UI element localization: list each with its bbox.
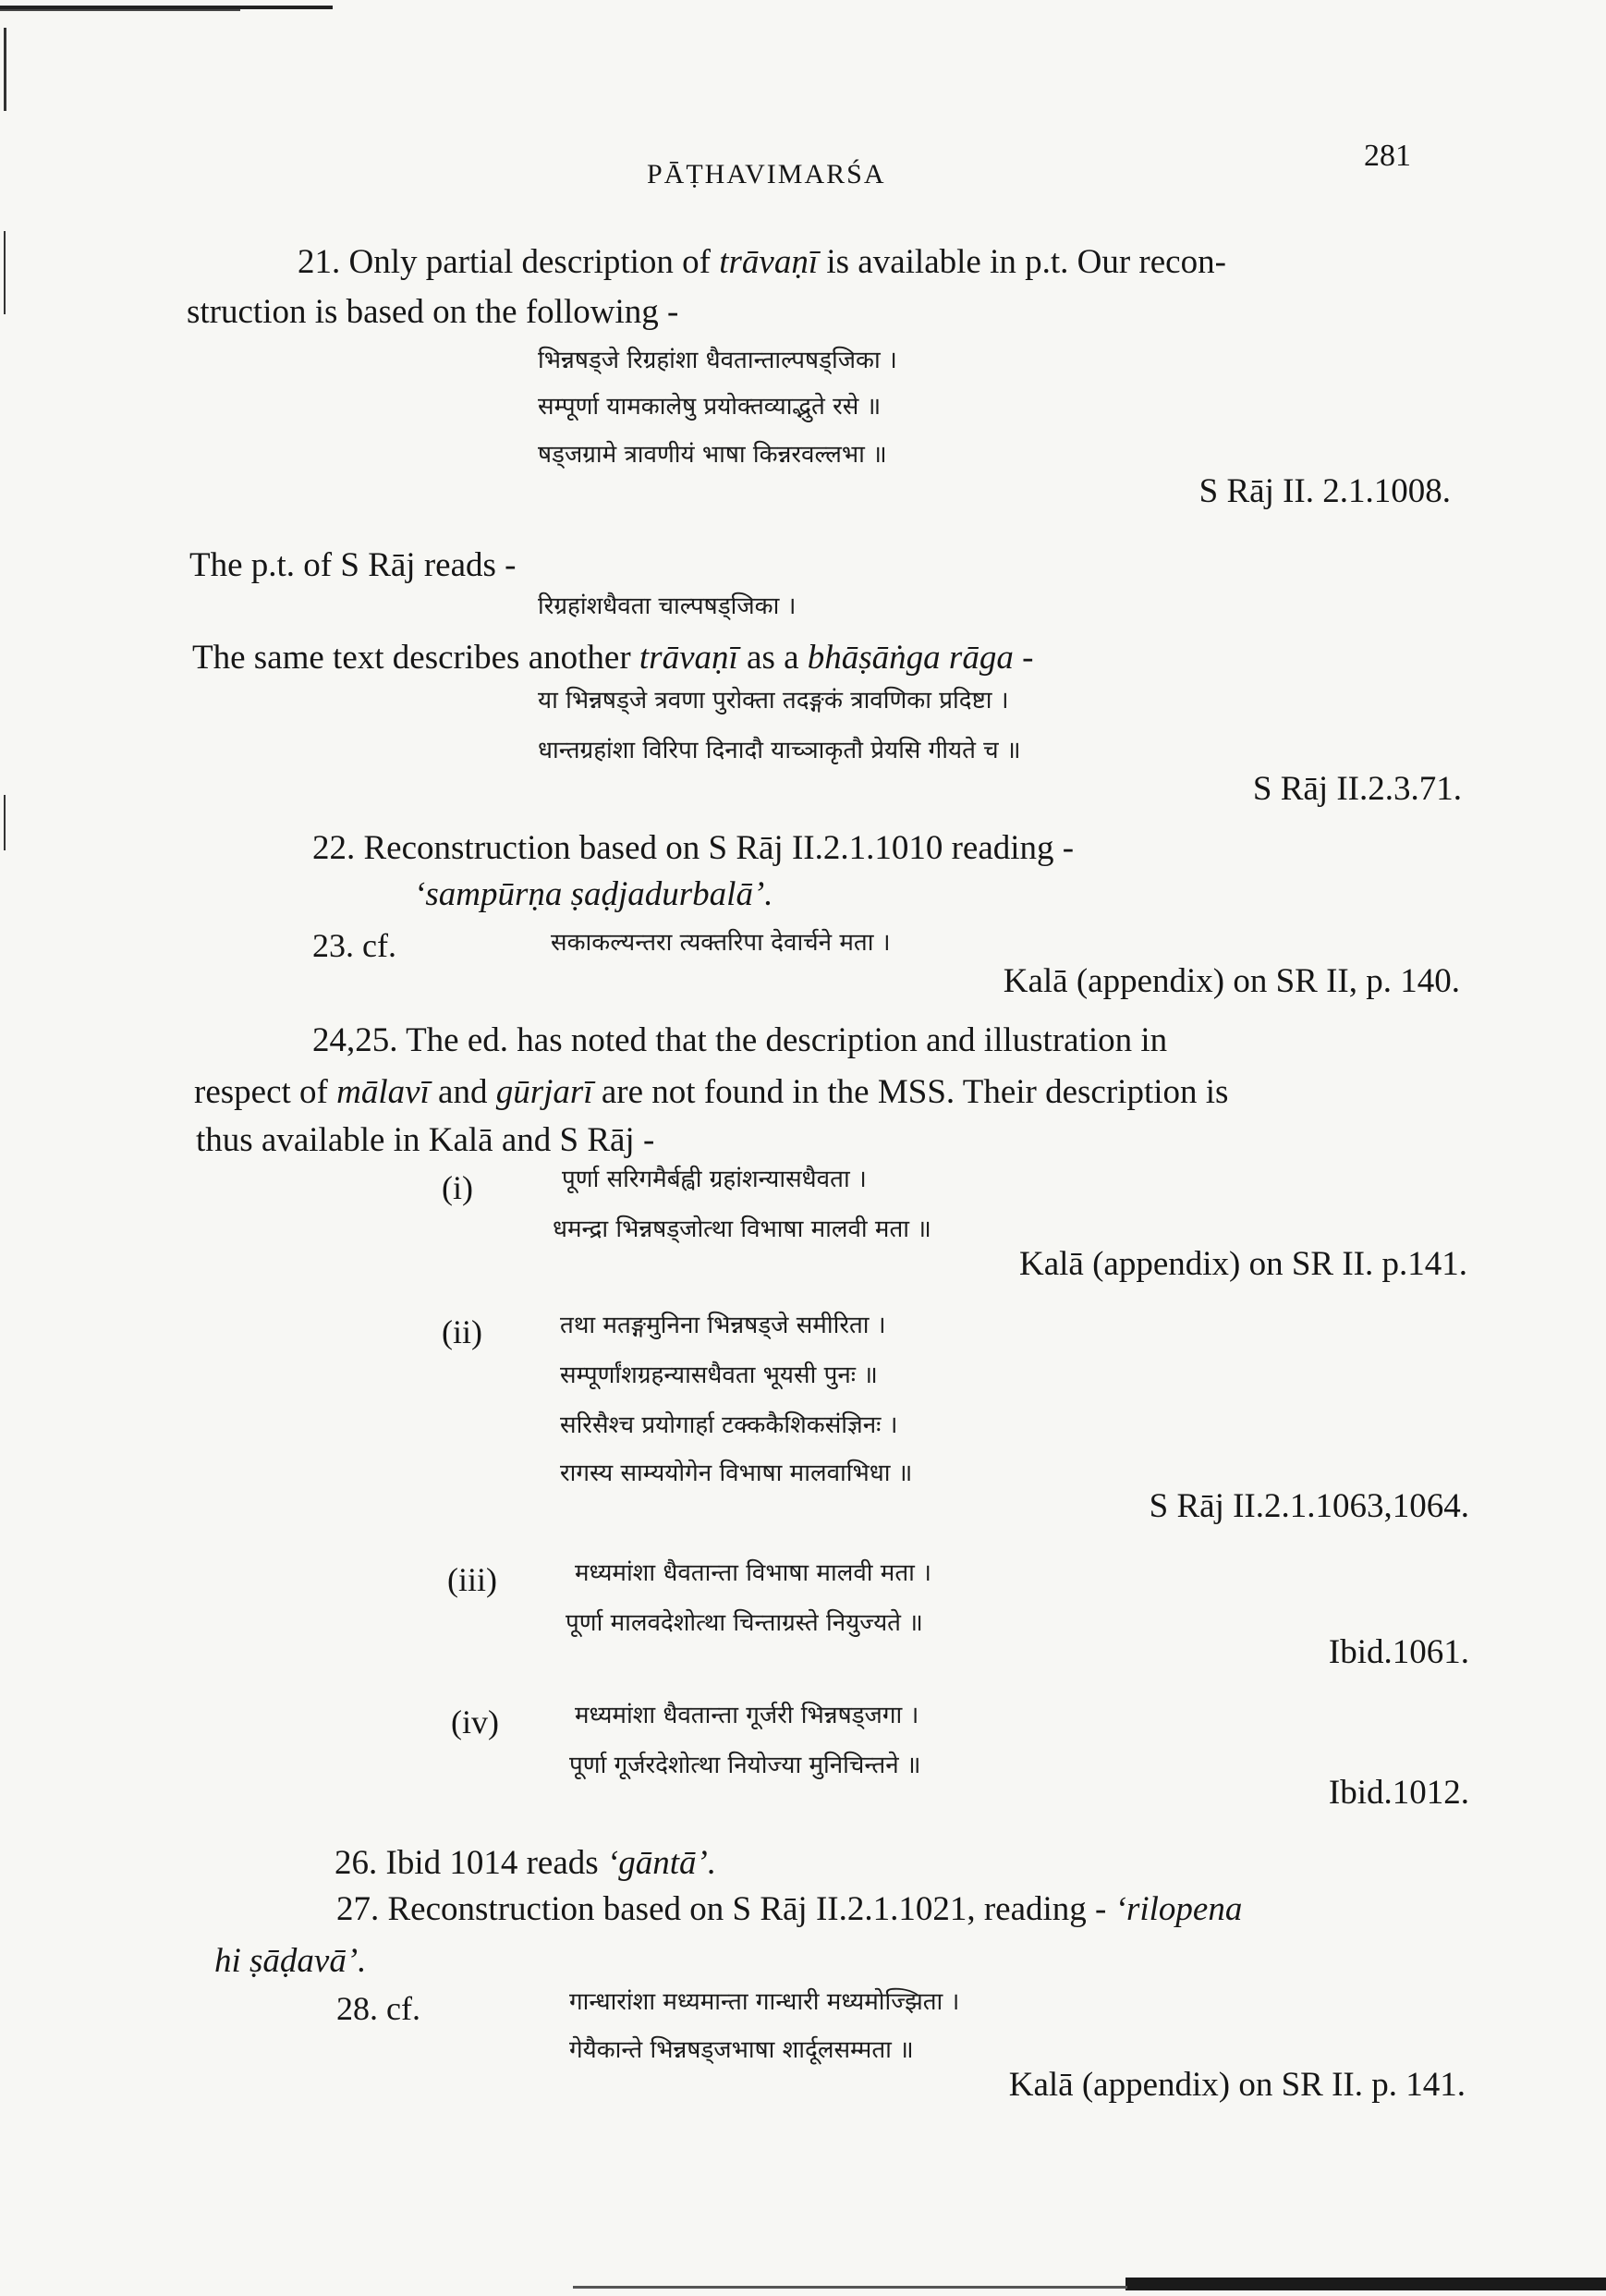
note-22-line-2: ‘sampūrṇa ṣaḍjadurbalā’. xyxy=(414,875,773,913)
sanskrit-verse: धान्तग्रहांशा विरिपा दिनादौ याच्ञाकृतौ प्रेयसि गीयते च ॥ xyxy=(538,737,1021,764)
scan-edge-left xyxy=(4,231,6,314)
note-26: 26. Ibid 1014 reads ‘gāntā’. xyxy=(335,1844,717,1882)
item-i-label: (i) xyxy=(442,1169,473,1206)
note-22-line-1: 22. Reconstruction based on S Rāj II.2.1.1010 reading - xyxy=(312,829,1075,867)
note-21-same-text: The same text describes another trāvaṇī as a bhāṣāṅga rāga - xyxy=(192,639,1034,677)
sanskrit-verse: पूर्णा मालवदेशोत्था चिन्ताग्रस्ते नियुज्यते ॥ xyxy=(566,1609,923,1637)
sanskrit-verse: रिग्रहांशधैवता चाल्पषड्जिका । xyxy=(538,592,797,620)
citation: Ibid.1061. xyxy=(1328,1633,1469,1671)
citation: Ibid.1012. xyxy=(1328,1774,1469,1812)
scan-edge-bottom xyxy=(0,2272,1606,2296)
scan-edge-left xyxy=(4,28,6,111)
note-21-line-1: 21. Only partial description of trāvaṇī is available in p.t. Our recon- xyxy=(298,243,1226,281)
sanskrit-verse: रागस्य साम्ययोगेन विभाषा मालवाभिधा ॥ xyxy=(560,1459,913,1487)
page-number: 281 xyxy=(1364,139,1411,173)
note-27-line-2: hi ṣāḍavā’. xyxy=(214,1942,367,1980)
sanskrit-verse: सम्पूर्णा यामकालेषु प्रयोक्तव्याद्भुते रसे ॥ xyxy=(538,393,882,421)
citation: Kalā (appendix) on SR II. p. 141. xyxy=(1008,2066,1466,2104)
sanskrit-verse: सम्पूर्णांशग्रहन्यासधैवता भूयसी पुनः ॥ xyxy=(560,1362,878,1389)
note-24-25-line-1: 24,25. The ed. has noted that the description and illustration in xyxy=(312,1021,1168,1059)
sanskrit-verse: गान्धारांशा मध्यमान्ता गान्धारी मध्यमोज्झिता । xyxy=(569,1988,960,2016)
note-21-pt-line: The p.t. of S Rāj reads - xyxy=(189,546,517,584)
item-iv-label: (iv) xyxy=(451,1704,499,1740)
citation: S Rāj II.2.3.71. xyxy=(1252,770,1462,808)
scan-edge-top-thin xyxy=(0,9,240,11)
sanskrit-verse: सकाकल्यन्तरा त्यक्तरिपा देवार्चने मता । xyxy=(551,929,891,957)
note-24-25-line-2: respect of mālavī and gūrjarī are not found in the MSS. Their description is xyxy=(194,1073,1229,1111)
sanskrit-verse: पूर्णा गूर्जरदेशोत्था नियोज्या मुनिचिन्तने ॥ xyxy=(569,1752,921,1779)
note-23-label: 23. cf. xyxy=(312,927,396,964)
sanskrit-verse: मध्यमांशा धैवतान्ता गूर्जरी भिन्नषड्जगा । xyxy=(575,1702,919,1729)
item-ii-label: (ii) xyxy=(442,1313,482,1350)
note-24-25-line-3: thus available in Kalā and S Rāj - xyxy=(196,1121,655,1159)
sanskrit-verse: गेयैकान्ते भिन्नषड्जभाषा शार्दूलसम्मता ॥ xyxy=(569,2036,914,2064)
sanskrit-verse: सरिसैश्च प्रयोगार्हा टक्ककैशिकसंज्ञिनः । xyxy=(560,1411,898,1439)
sanskrit-verse: धमन्द्रा भिन्नषड्जोत्था विभाषा मालवी मता ॥ xyxy=(553,1215,931,1243)
note-21-line-2: struction is based on the following - xyxy=(187,293,679,331)
sanskrit-verse: मध्यमांशा धैवतान्ता विभाषा मालवी मता । xyxy=(575,1559,932,1587)
scan-edge-left xyxy=(4,795,6,850)
running-header: PĀṬHAVIMARŚA xyxy=(647,159,886,189)
note-28-label: 28. cf. xyxy=(336,1990,420,2027)
item-iii-label: (iii) xyxy=(447,1561,497,1598)
sanskrit-verse: षड्जग्रामे त्रावणीयं भाषा किन्नरवल्लभा ॥ xyxy=(538,441,887,469)
sanskrit-verse: भिन्नषड्जे रिग्रहांशा धैवतान्ताल्पषड्जिका । xyxy=(538,347,897,374)
citation: S Rāj II. 2.1.1008. xyxy=(1198,472,1451,510)
citation: Kalā (appendix) on SR II. p.141. xyxy=(1018,1245,1467,1283)
sanskrit-verse: पूर्णा सरिगमैर्बह्वी ग्रहांशन्यासधैवता । xyxy=(562,1166,867,1193)
sanskrit-verse: या भिन्नषड्जे त्रवणा पुरोक्ता तदङ्गकं त्रावणिका प्रदिष्टा । xyxy=(538,687,1009,714)
citation: Kalā (appendix) on SR II, p. 140. xyxy=(1003,962,1460,1000)
citation: S Rāj II.2.1.1063,1064. xyxy=(1149,1487,1469,1525)
note-27-line-1: 27. Reconstruction based on S Rāj II.2.1.1021, reading - ‘rilopena xyxy=(336,1890,1243,1928)
sanskrit-verse: तथा मतङ्गमुनिना भिन्नषड्जे समीरिता । xyxy=(560,1312,886,1339)
